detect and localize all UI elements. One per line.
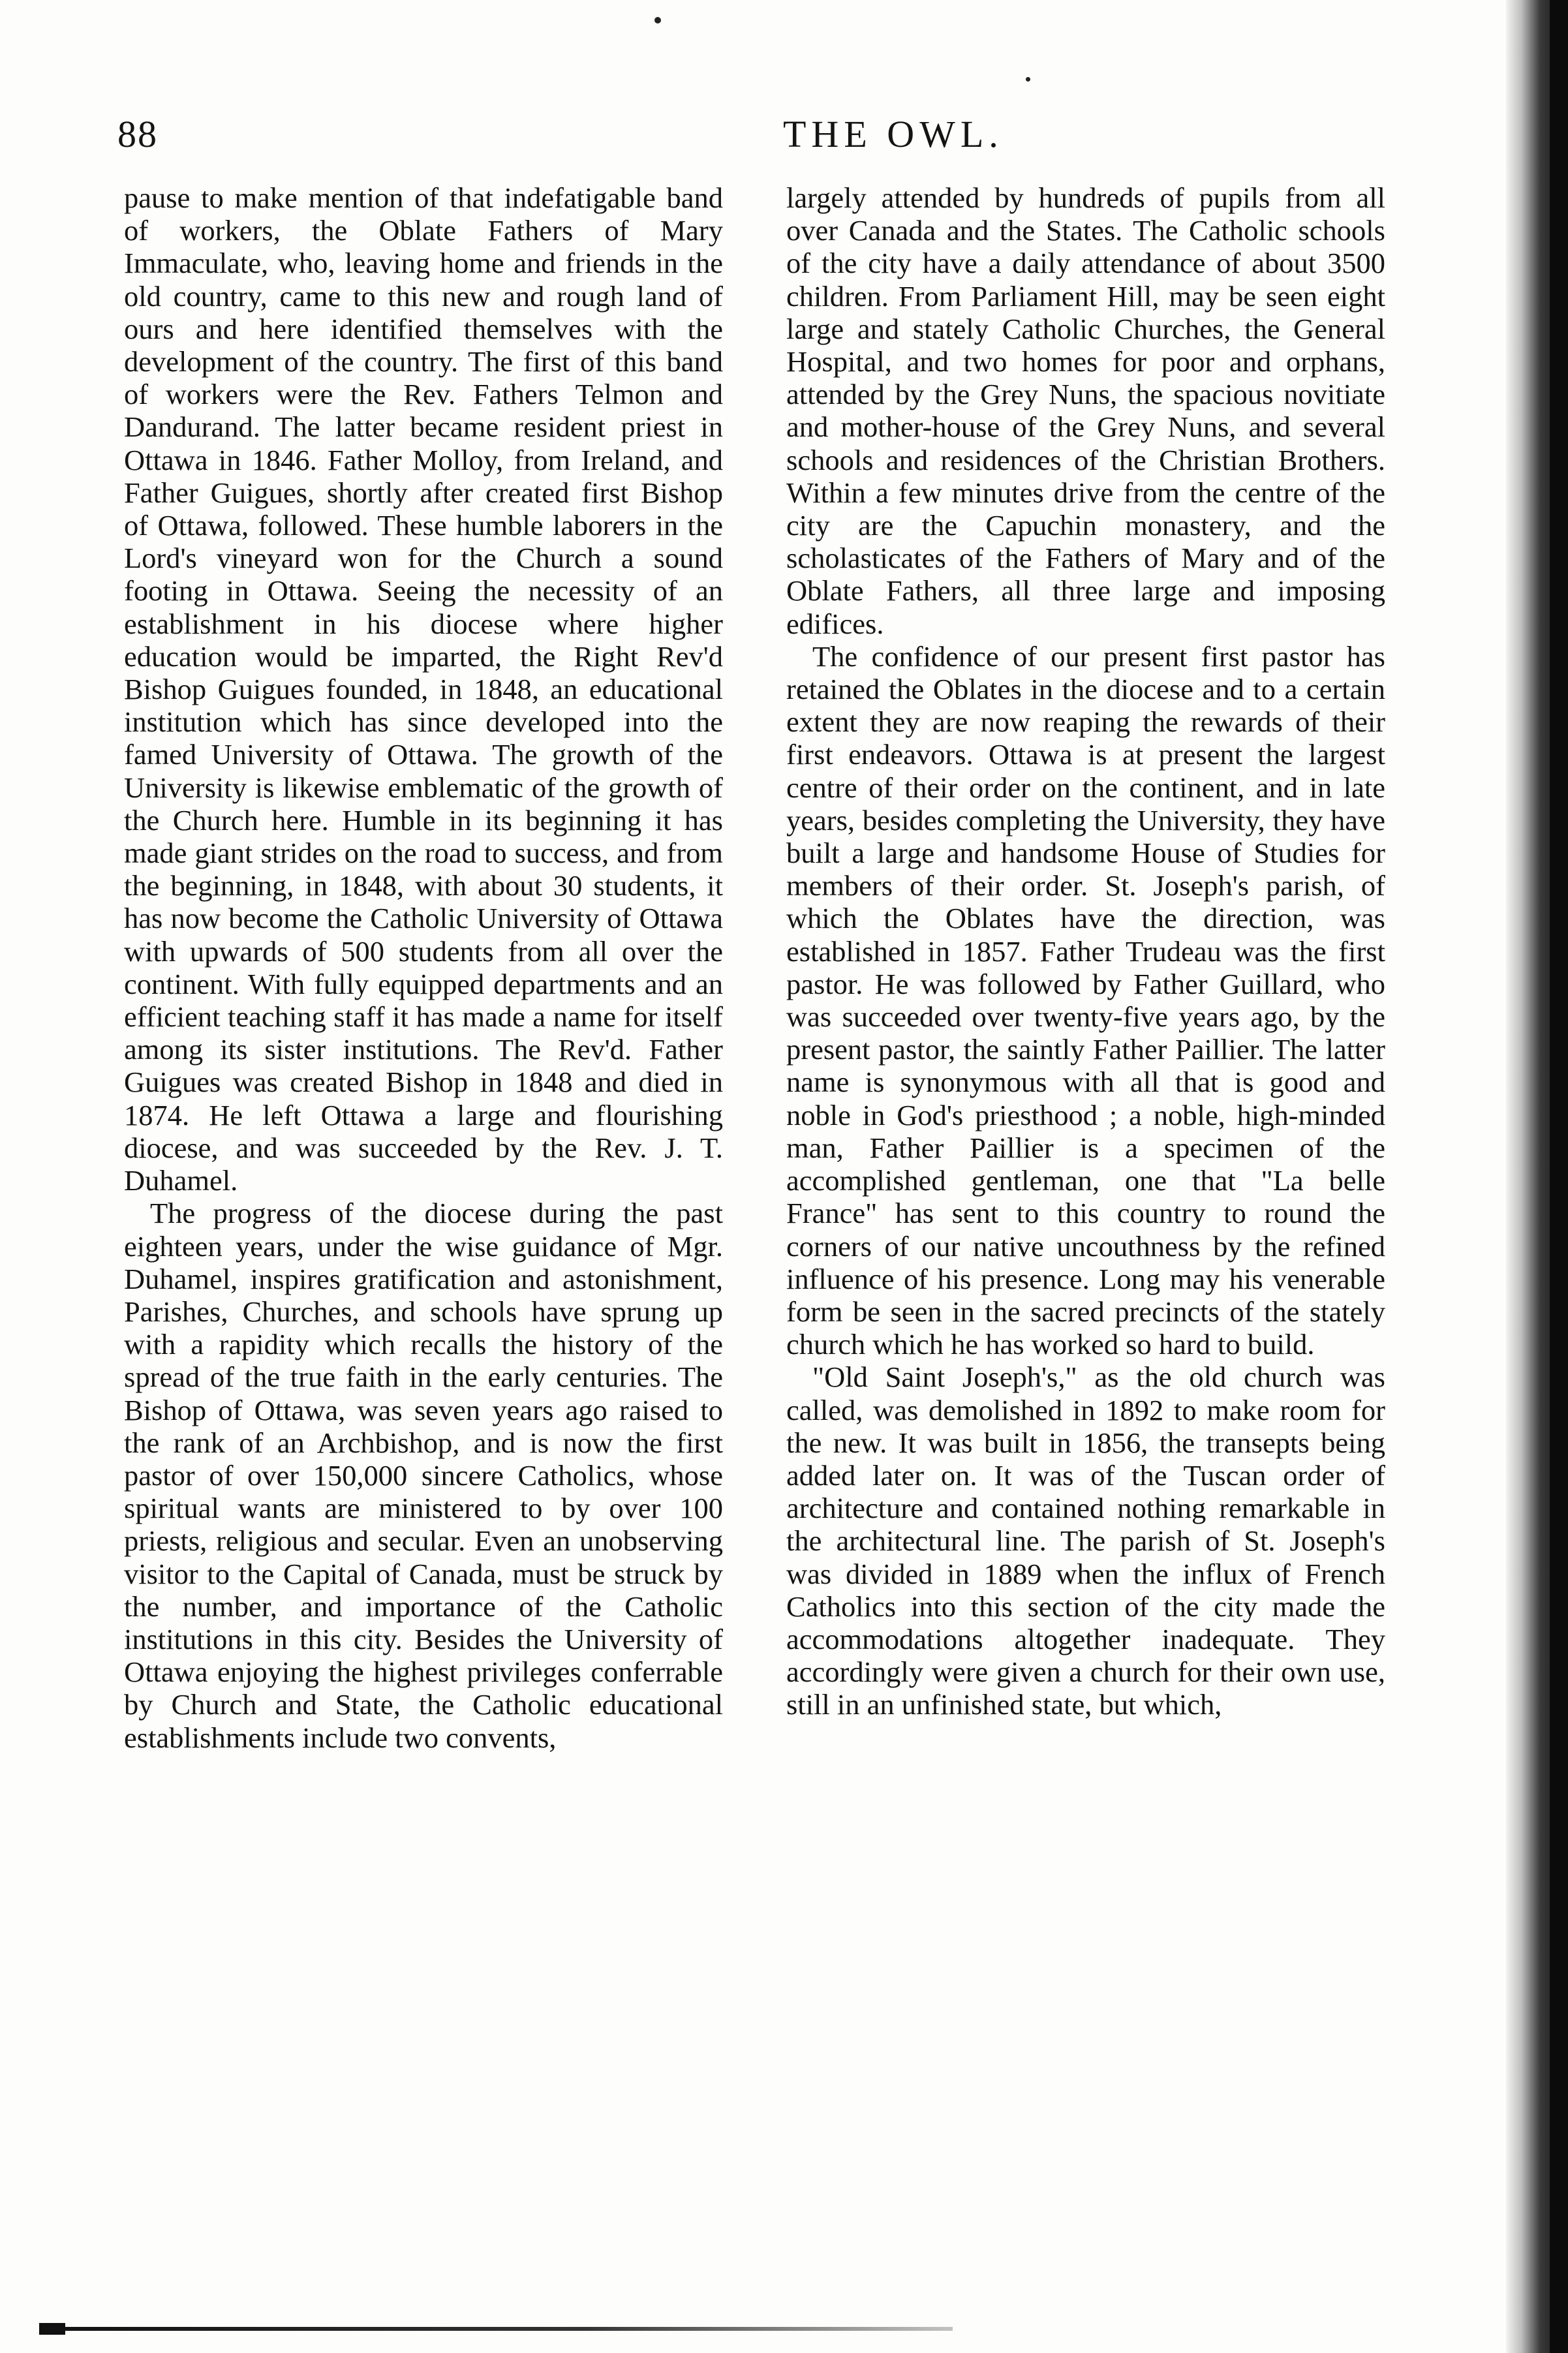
ink-speck: [1026, 77, 1030, 82]
ink-speck: [654, 17, 661, 23]
page-number: 88: [117, 113, 158, 155]
left-column: [124, 181, 723, 1754]
paragraph: The confidence of our present first pastor has retained the Oblates in the diocese and to a certain extent they are now reaping the rewards of their first endeavors. Ottawa is at present the largest centre of their order on the continent, and in late years, besides completing the University, they have built a large and handsome House of Studies for members of their order. St. Joseph's parish, of which the Oblates have the direction, was established in 1857. Father Trudeau was the first pastor. He was followed by Father Guillard, who was succeeded over twenty-five years ago, by the present pastor, the saintly Father Paillier. The latter name is synonymous with all that is good and noble in God's priesthood ; a noble, high-minded man, Father Paillier is a specimen of the accomplished gentleman, one that "La belle France" has sent to this country to round the corners of our native uncouthness by the refined influence of his presence. Long may his venerable form be seen in the sacred precincts of the stately church which he has worked so hard to build.: [786, 639, 1385, 1361]
scan-bottom-rule: [39, 2327, 953, 2331]
paragraph: "Old Saint Joseph's," as the old church was called, was demolished in 1892 to make room for the new. It was built in 1856, the transepts being added later on. It was of the Tuscan order of architecture and contained nothing remarkable in the architectural line. The parish of St. Joseph's was divided in 1889 when the influx of French Catholics into this section of the city made the accommodations altogether inadequate. They accordingly were given a church for their own use, still in an unfinished state, but which,: [786, 1361, 1385, 1721]
paragraph: The progress of the diocese during the past eighteen years, under the wise guidance of Mgr. Duhamel, inspires gratification and astonishment, Parishes, Churches, and schools have sprung up with a rapidity which recalls the history of the spread of the true faith in the early centuries. The Bishop of Ottawa, was seven years ago raised to the rank of an Archbishop, and is now the first pastor of over 150,000 sincere Catholics, whose spiritual wants are ministered to by over 100 priests, religious and secular. Even an unobserving visitor to the Capital of Canada, must be struck by the number, and importance of the Catholic institutions in this city. Besides the University of Ottawa enjoying the highest privileges conferrable by Church and State, the Catholic educational establishments include two convents,: [124, 1197, 723, 1754]
page-header: [117, 112, 1409, 164]
right-column: [786, 181, 1385, 1721]
paragraph: pause to make mention of that indefatigable band of workers, the Oblate Fathers of Mary Immaculate, who, leaving home and friends in the old country, came to this new and rough land of ours and here identified themselves with the development of the country. The first of this band of workers were the Rev. Fathers Telmon and Dandurand. The latter became resident priest in Ottawa in 1846. Father Molloy, from Ireland, and Father Guigues, shortly after created first Bishop of Ottawa, followed. These humble laborers in the Lord's vineyard won for the Church a sound footing in Ottawa. Seeing the necessity of an establishment in his diocese where higher education would be imparted, the Right Rev'd Bishop Guigues founded, in 1848, an educational institution which has since developed into the famed University of Ottawa. The growth of the University is likewise emblematic of the growth of the Church here. Humble in its beginning it has made giant strides on the road to success, and from the beginning, in 1848, with about 30 students, it has now become the Catholic University of Ottawa with upwards of 500 students from all over the continent. With fully equipped departments and an efficient teaching staff it has made a name for itself among its sister institutions. The Rev'd. Father Guigues was created Bishop in 1848 and died in 1874. He left Ottawa a large and flourishing diocese, and was succeeded by the Rev. J. T. Duhamel.: [124, 181, 723, 1197]
scan-edge-strip: [1550, 0, 1568, 2353]
paragraph: largely attended by hundreds of pupils from all over Canada and the States. The Catholic schools of the city have a daily attendance of about 3500 children. From Parliament Hill, may be seen eight large and stately Catholic Churches, the General Hospital, and two homes for poor and orphans, attended by the Grey Nuns, the spacious novitiate and mother-house of the Grey Nuns, and several schools and residences of the Christian Brothers. Within a few minutes drive from the centre of the city are the Capuchin monastery, and the scholasticates of the Fathers of Mary and of the Oblate Fathers, all three large and imposing edifices.: [786, 181, 1385, 640]
running-title: THE OWL.: [783, 113, 1004, 155]
